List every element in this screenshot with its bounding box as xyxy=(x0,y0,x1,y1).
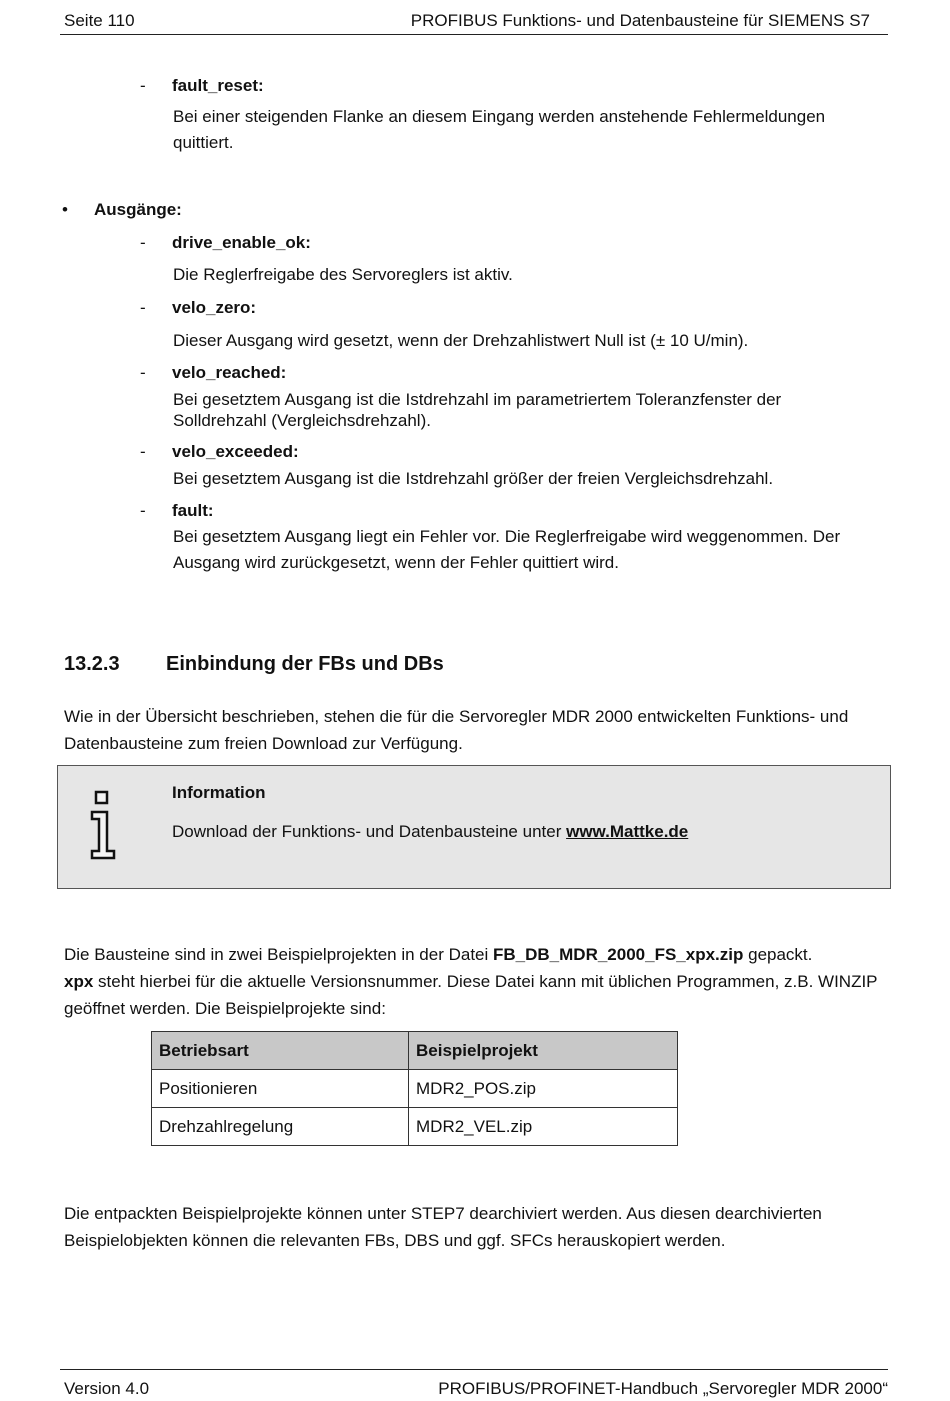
footer-manual-title: PROFIBUS/PROFINET-Handbuch „Servoregler MDR 2000“ xyxy=(438,1379,888,1398)
term-drive-enable-ok: drive_enable_ok: xyxy=(172,233,311,252)
table-cell: MDR2_POS.zip xyxy=(409,1070,678,1108)
term-velo-reached: velo_reached: xyxy=(172,363,287,382)
outputs-label: Ausgänge: xyxy=(94,200,182,219)
list-dash: - xyxy=(140,501,146,520)
desc-velo-zero: Dieser Ausgang wird gesetzt, wenn der Drehzahlistwert Null ist (± 10 U/min). xyxy=(173,331,749,350)
archive-xpx: xpx xyxy=(64,972,94,991)
table-row xyxy=(152,1070,678,1108)
term-velo-exceeded: velo_exceeded: xyxy=(172,442,299,461)
info-text xyxy=(172,822,688,842)
document-title: PROFIBUS Funktions- und Datenbausteine für SIEMENS S7 xyxy=(410,11,870,30)
bullet-icon: • xyxy=(62,200,68,219)
table-header-row xyxy=(152,1032,678,1070)
section-number: 13.2.3 xyxy=(64,653,120,675)
list-dash: - xyxy=(140,442,146,461)
archive-paragraph xyxy=(64,941,884,1022)
info-title: Information xyxy=(172,783,266,802)
term-fault-reset: fault_reset: xyxy=(172,76,264,95)
column-header-beispielprojekt: Beispielprojekt xyxy=(409,1032,678,1070)
header-rule xyxy=(60,34,888,35)
info-box xyxy=(57,765,891,889)
term-velo-zero: velo_zero: xyxy=(172,298,257,317)
archive-text-3: steht hierbei für die aktuelle Versionsnummer. Diese Datei kann mit üblichen Programmen, z.B. WINZIP geöffnet werden. Die Beispielprojekte sind: xyxy=(64,972,878,1018)
mattke-link[interactable]: www.Mattke.de xyxy=(566,822,689,841)
term-fault: fault: xyxy=(172,501,214,520)
desc-velo-exceeded: Bei gesetztem Ausgang ist die Istdrehzahl größer der freien Vergleichsdrehzahl. xyxy=(173,469,774,488)
section-title: Einbindung der FBs und DBs xyxy=(166,653,444,675)
archive-text-2: gepackt. xyxy=(743,945,813,964)
footer-version: Version 4.0 xyxy=(64,1379,150,1398)
desc-fault: Bei gesetztem Ausgang liegt ein Fehler vor. Die Reglerfreigabe wird weggenommen. Der Ausgang wird zurückgesetzt, wenn der Fehler quittiert wird. xyxy=(173,527,841,572)
archive-file-name: FB_DB_MDR_2000_FS_xpx.zip xyxy=(493,945,744,964)
list-dash: - xyxy=(140,76,146,95)
table-cell: MDR2_VEL.zip xyxy=(409,1108,678,1146)
list-dash: - xyxy=(140,298,146,317)
desc-velo-reached: Bei gesetztem Ausgang ist die Istdrehzahl im parametriertem Toleranzfenster der Solldrehzahl (Vergleichsdrehzahl). xyxy=(173,390,782,430)
column-header-betriebsart: Betriebsart xyxy=(152,1032,409,1070)
desc-fault-reset: Bei einer steigenden Flanke an diesem Eingang werden anstehende Fehlermeldungen quittiert. xyxy=(173,107,826,152)
section-heading xyxy=(64,653,444,676)
table-cell: Positionieren xyxy=(152,1070,409,1108)
table-cell: Drehzahlregelung xyxy=(152,1108,409,1146)
closing-paragraph: Die entpackten Beispielprojekte können unter STEP7 dearchiviert werden. Aus diesen dearchivierten Beispielobjekten können die relevanten FBs, DBS und ggf. SFCs herauskopiert werden. xyxy=(64,1204,822,1250)
list-dash: - xyxy=(140,363,146,382)
list-dash: - xyxy=(140,233,146,252)
archive-text-1: Die Bausteine sind in zwei Beispielprojekten in der Datei xyxy=(64,945,494,964)
section-intro: Wie in der Übersicht beschrieben, stehen die für die Servoregler MDR 2000 entwickelten Funktions- und Datenbausteine zum freien Download zur Verfügung. xyxy=(64,707,849,753)
page-number: Seite 110 xyxy=(64,11,135,30)
table-row xyxy=(152,1108,678,1146)
info-icon xyxy=(86,788,120,867)
info-text-body: Download der Funktions- und Datenbausteine unter xyxy=(172,822,567,841)
footer-rule xyxy=(60,1369,888,1370)
projects-table xyxy=(151,1031,678,1146)
desc-drive-enable-ok: Die Reglerfreigabe des Servoreglers ist aktiv. xyxy=(173,265,513,284)
